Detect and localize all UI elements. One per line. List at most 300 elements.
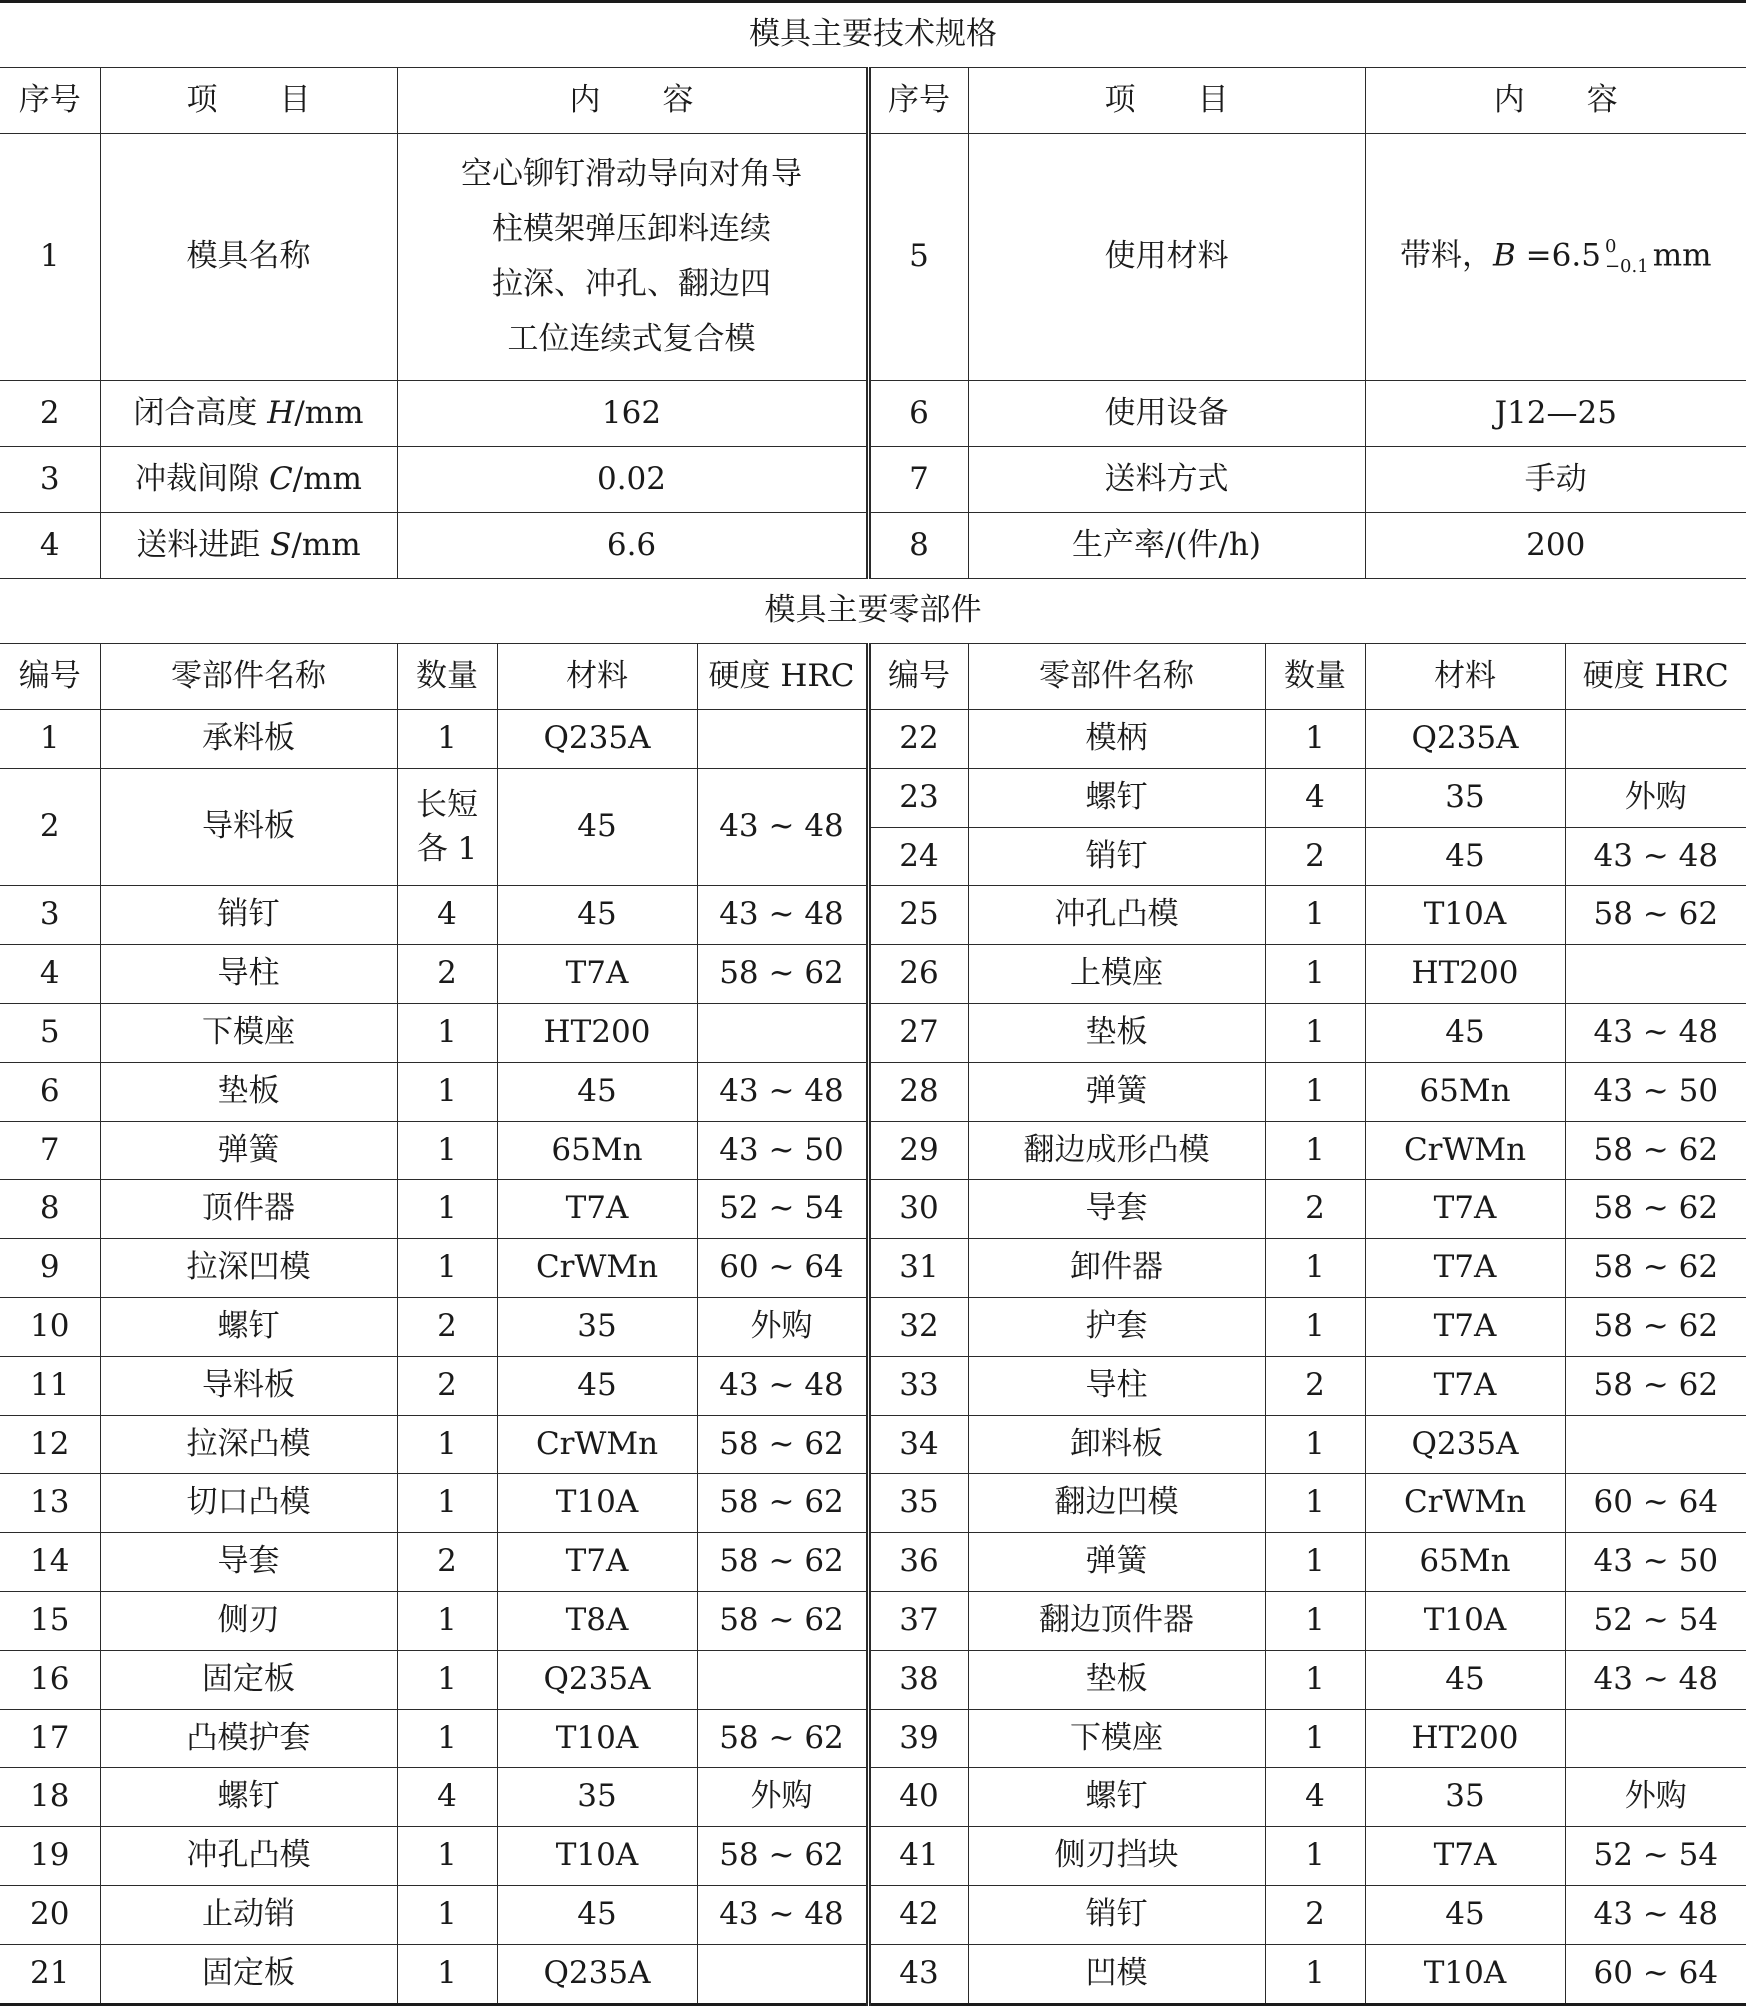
part-material-2: 45 bbox=[1365, 827, 1565, 886]
part-no: 20 bbox=[0, 1885, 100, 1944]
part-name-2: 销钉 bbox=[968, 827, 1265, 886]
part-material-2: T10A bbox=[1365, 886, 1565, 945]
part-name-2: 下模座 bbox=[968, 1709, 1265, 1768]
parts-header-row bbox=[0, 644, 1746, 710]
spec-content bbox=[397, 134, 868, 381]
part-qty-2: 1 bbox=[1265, 1121, 1365, 1180]
part-hardness: 43 ~ 48 bbox=[697, 1062, 868, 1121]
part-no: 10 bbox=[0, 1297, 100, 1356]
parts-header-hrc: 硬度 HRC bbox=[697, 644, 868, 710]
spec-row bbox=[0, 381, 1746, 447]
part-hardness-2: 58 ~ 62 bbox=[1565, 1180, 1746, 1239]
part-qty-2: 2 bbox=[1265, 1356, 1365, 1415]
part-hardness: 43 ~ 48 bbox=[697, 1356, 868, 1415]
part-qty-2: 1 bbox=[1265, 1827, 1365, 1886]
part-qty-2: 1 bbox=[1265, 1650, 1365, 1709]
part-qty: 2 bbox=[397, 1356, 497, 1415]
part-qty-2: 1 bbox=[1265, 1533, 1365, 1592]
part-no-2: 43 bbox=[868, 1944, 968, 2004]
part-no: 17 bbox=[0, 1709, 100, 1768]
spec-content-2: 200 bbox=[1365, 513, 1746, 579]
part-material: T10A bbox=[497, 1827, 697, 1886]
part-qty: 1 bbox=[397, 1062, 497, 1121]
part-hardness-2: 43 ~ 48 bbox=[1565, 827, 1746, 886]
part-qty-2: 1 bbox=[1265, 1003, 1365, 1062]
part-material-2: Q235A bbox=[1365, 1415, 1565, 1474]
spec-header-content: 内 容 bbox=[397, 68, 868, 134]
part-no: 21 bbox=[0, 1944, 100, 2004]
part-hardness-2: 外购 bbox=[1565, 1768, 1746, 1827]
part-qty-2: 1 bbox=[1265, 945, 1365, 1004]
part-material-2: 45 bbox=[1365, 1003, 1565, 1062]
spec-header-no: 序号 bbox=[0, 68, 100, 134]
part-hardness: 58 ~ 62 bbox=[697, 1827, 868, 1886]
spec-no: 1 bbox=[0, 134, 100, 381]
part-qty: 1 bbox=[397, 1474, 497, 1533]
part-hardness-2: 52 ~ 54 bbox=[1565, 1827, 1746, 1886]
part-name: 销钉 bbox=[100, 886, 397, 945]
part-qty-2: 1 bbox=[1265, 1944, 1365, 2004]
part-qty: 1 bbox=[397, 1944, 497, 2004]
part-qty-2: 2 bbox=[1265, 1180, 1365, 1239]
tolerance-lower: −0.1 bbox=[1604, 256, 1649, 277]
spec-no: 2 bbox=[0, 381, 100, 447]
part-hardness: 58 ~ 62 bbox=[697, 1591, 868, 1650]
spec-item-prefix: 冲裁间隙 bbox=[135, 460, 269, 497]
part-hardness-2 bbox=[1565, 710, 1746, 769]
part-qty: 4 bbox=[397, 1768, 497, 1827]
part-no-2: 40 bbox=[868, 1768, 968, 1827]
material-unit: mm bbox=[1652, 237, 1712, 274]
part-qty-2: 1 bbox=[1265, 886, 1365, 945]
part-no-2: 31 bbox=[868, 1239, 968, 1298]
part-hardness: 60 ~ 64 bbox=[697, 1239, 868, 1298]
part-no-2: 33 bbox=[868, 1356, 968, 1415]
table-row bbox=[0, 1591, 1746, 1650]
part-hardness-2: 52 ~ 54 bbox=[1565, 1591, 1746, 1650]
part-material-2: 45 bbox=[1365, 1650, 1565, 1709]
part-name-2: 垫板 bbox=[968, 1003, 1265, 1062]
part-name-2: 翻边成形凸模 bbox=[968, 1121, 1265, 1180]
table-row bbox=[0, 1944, 1746, 2004]
part-qty-2: 1 bbox=[1265, 1239, 1365, 1298]
part-name: 凸模护套 bbox=[100, 1709, 397, 1768]
part-qty: 1 bbox=[397, 1121, 497, 1180]
part-no-2: 24 bbox=[868, 827, 968, 886]
spec-content-line: 工位连续式复合模 bbox=[507, 321, 756, 357]
spec-item-2: 使用材料 bbox=[968, 134, 1365, 381]
table-row bbox=[0, 1885, 1746, 1944]
part-no: 8 bbox=[0, 1180, 100, 1239]
part-hardness-2: 58 ~ 62 bbox=[1565, 886, 1746, 945]
part-no-2: 37 bbox=[868, 1591, 968, 1650]
part-name-2: 卸料板 bbox=[968, 1415, 1265, 1474]
part-no: 15 bbox=[0, 1591, 100, 1650]
part-qty-2: 4 bbox=[1265, 768, 1365, 827]
part-material: T7A bbox=[497, 945, 697, 1004]
part-no-2: 32 bbox=[868, 1297, 968, 1356]
spec-content-line: 拉深、冲孔、翻边四 bbox=[492, 266, 771, 302]
part-no-2: 27 bbox=[868, 1003, 968, 1062]
table-row bbox=[0, 1180, 1746, 1239]
part-hardness: 43 ~ 48 bbox=[697, 886, 868, 945]
table-row bbox=[0, 1533, 1746, 1592]
part-material: 45 bbox=[497, 1356, 697, 1415]
part-material: HT200 bbox=[497, 1003, 697, 1062]
part-material-2: 65Mn bbox=[1365, 1062, 1565, 1121]
part-name-2: 上模座 bbox=[968, 945, 1265, 1004]
part-no-2: 36 bbox=[868, 1533, 968, 1592]
part-material-2: HT200 bbox=[1365, 945, 1565, 1004]
part-material-2: T10A bbox=[1365, 1944, 1565, 2004]
part-qty-line: 各 1 bbox=[416, 831, 478, 868]
part-material-2: CrWMn bbox=[1365, 1121, 1565, 1180]
part-material: CrWMn bbox=[497, 1239, 697, 1298]
spec-item-unit: /mm bbox=[291, 526, 361, 563]
part-qty-2: 1 bbox=[1265, 1474, 1365, 1533]
part-name: 拉深凸模 bbox=[100, 1415, 397, 1474]
part-no: 16 bbox=[0, 1650, 100, 1709]
part-name: 螺钉 bbox=[100, 1297, 397, 1356]
part-qty-2: 1 bbox=[1265, 1415, 1365, 1474]
part-no: 13 bbox=[0, 1474, 100, 1533]
part-hardness-2: 43 ~ 50 bbox=[1565, 1533, 1746, 1592]
table-row bbox=[0, 1356, 1746, 1415]
part-no-2: 38 bbox=[868, 1650, 968, 1709]
part-material: Q235A bbox=[497, 1944, 697, 2004]
spec-no: 4 bbox=[0, 513, 100, 579]
parts-header-qty-2: 数量 bbox=[1265, 644, 1365, 710]
part-material-2: 65Mn bbox=[1365, 1533, 1565, 1592]
part-hardness: 58 ~ 62 bbox=[697, 1533, 868, 1592]
part-qty: 1 bbox=[397, 1885, 497, 1944]
spec-content-line: 柱模架弹压卸料连续 bbox=[492, 211, 771, 247]
part-no-2: 29 bbox=[868, 1121, 968, 1180]
table-row bbox=[0, 945, 1746, 1004]
part-no: 14 bbox=[0, 1533, 100, 1592]
spec-content-line: 空心铆钉滑动导向对角导 bbox=[461, 156, 802, 192]
spec-content: 6.6 bbox=[397, 513, 868, 579]
part-qty-line: 长短 bbox=[416, 787, 478, 824]
spec-content-2: J12—25 bbox=[1365, 381, 1746, 447]
part-hardness: 58 ~ 62 bbox=[697, 1474, 868, 1533]
part-qty bbox=[397, 768, 497, 886]
parts-header-name-2: 零部件名称 bbox=[968, 644, 1265, 710]
part-no: 18 bbox=[0, 1768, 100, 1827]
part-no-2: 39 bbox=[868, 1709, 968, 1768]
part-name: 下模座 bbox=[100, 1003, 397, 1062]
part-material-2: CrWMn bbox=[1365, 1474, 1565, 1533]
part-name: 冲孔凸模 bbox=[100, 1827, 397, 1886]
part-qty-2: 2 bbox=[1265, 1885, 1365, 1944]
part-name: 导料板 bbox=[100, 1356, 397, 1415]
parts-header-mat-2: 材料 bbox=[1365, 644, 1565, 710]
tolerance bbox=[1605, 237, 1649, 277]
part-name-2: 模柄 bbox=[968, 710, 1265, 769]
part-material: 35 bbox=[497, 1768, 697, 1827]
part-name-2: 翻边凹模 bbox=[968, 1474, 1265, 1533]
part-material-2: 35 bbox=[1365, 768, 1565, 827]
part-hardness-2: 43 ~ 48 bbox=[1565, 1650, 1746, 1709]
part-no: 12 bbox=[0, 1415, 100, 1474]
part-name: 侧刃 bbox=[100, 1591, 397, 1650]
part-no-2: 34 bbox=[868, 1415, 968, 1474]
part-no-2: 22 bbox=[868, 710, 968, 769]
part-qty: 1 bbox=[397, 1180, 497, 1239]
part-no: 1 bbox=[0, 710, 100, 769]
part-material: T8A bbox=[497, 1591, 697, 1650]
table-row bbox=[0, 1062, 1746, 1121]
spec-item-prefix: 闭合高度 bbox=[133, 394, 268, 431]
table-row bbox=[0, 710, 1746, 769]
spec-header-row bbox=[0, 68, 1746, 134]
part-no: 6 bbox=[0, 1062, 100, 1121]
part-name-2: 弹簧 bbox=[968, 1062, 1265, 1121]
part-material: T10A bbox=[497, 1474, 697, 1533]
part-name: 切口凸模 bbox=[100, 1474, 397, 1533]
material-var: B bbox=[1493, 237, 1516, 274]
part-material: T10A bbox=[497, 1709, 697, 1768]
part-material: Q235A bbox=[497, 1650, 697, 1709]
spec-item-var: S bbox=[270, 526, 292, 563]
spec-header-content-2: 内 容 bbox=[1365, 68, 1746, 134]
part-name: 固定板 bbox=[100, 1944, 397, 2004]
part-qty: 2 bbox=[397, 945, 497, 1004]
part-no: 19 bbox=[0, 1827, 100, 1886]
part-qty: 1 bbox=[397, 1239, 497, 1298]
parts-header-qty: 数量 bbox=[397, 644, 497, 710]
part-name: 拉深凹模 bbox=[100, 1239, 397, 1298]
part-qty-2: 1 bbox=[1265, 1297, 1365, 1356]
table-row bbox=[0, 1474, 1746, 1533]
part-qty: 1 bbox=[397, 1650, 497, 1709]
part-no-2: 23 bbox=[868, 768, 968, 827]
part-no: 3 bbox=[0, 886, 100, 945]
part-hardness-2 bbox=[1565, 1709, 1746, 1768]
table-row bbox=[0, 1297, 1746, 1356]
part-material: T7A bbox=[497, 1533, 697, 1592]
part-name: 导料板 bbox=[100, 768, 397, 886]
spec-content: 0.02 bbox=[397, 447, 868, 513]
part-hardness-2: 60 ~ 64 bbox=[1565, 1474, 1746, 1533]
part-hardness-2: 58 ~ 62 bbox=[1565, 1356, 1746, 1415]
part-hardness: 58 ~ 62 bbox=[697, 945, 868, 1004]
table-row bbox=[0, 768, 1746, 827]
part-material-2: T7A bbox=[1365, 1297, 1565, 1356]
material-eq: =6.5 bbox=[1515, 237, 1601, 274]
parts-header-name: 零部件名称 bbox=[100, 644, 397, 710]
part-name-2: 弹簧 bbox=[968, 1533, 1265, 1592]
part-name-2: 螺钉 bbox=[968, 1768, 1265, 1827]
part-hardness bbox=[697, 1650, 868, 1709]
part-name-2: 凹模 bbox=[968, 1944, 1265, 2004]
spec-header-no-2: 序号 bbox=[868, 68, 968, 134]
spec-content-2: 手动 bbox=[1365, 447, 1746, 513]
part-name: 止动销 bbox=[100, 1885, 397, 1944]
parts-header-no-2: 编号 bbox=[868, 644, 968, 710]
part-name-2: 螺钉 bbox=[968, 768, 1265, 827]
spec-item-unit: /mm bbox=[292, 460, 362, 497]
part-hardness-2: 43 ~ 50 bbox=[1565, 1062, 1746, 1121]
part-name-2: 翻边顶件器 bbox=[968, 1591, 1265, 1650]
part-name: 垫板 bbox=[100, 1062, 397, 1121]
part-name-2: 销钉 bbox=[968, 1885, 1265, 1944]
part-qty-2: 1 bbox=[1265, 1591, 1365, 1650]
table-row bbox=[0, 886, 1746, 945]
part-hardness: 58 ~ 62 bbox=[697, 1415, 868, 1474]
part-material-2: T7A bbox=[1365, 1239, 1565, 1298]
part-name: 顶件器 bbox=[100, 1180, 397, 1239]
part-material: T7A bbox=[497, 1180, 697, 1239]
part-name: 螺钉 bbox=[100, 1768, 397, 1827]
part-no-2: 30 bbox=[868, 1180, 968, 1239]
spec-header-item: 项 目 bbox=[100, 68, 397, 134]
spec-item-prefix: 送料进距 bbox=[136, 526, 271, 563]
part-qty: 1 bbox=[397, 1415, 497, 1474]
part-hardness-2: 58 ~ 62 bbox=[1565, 1297, 1746, 1356]
part-no-2: 28 bbox=[868, 1062, 968, 1121]
part-hardness-2 bbox=[1565, 945, 1746, 1004]
part-name-2: 护套 bbox=[968, 1297, 1265, 1356]
part-name-2: 冲孔凸模 bbox=[968, 886, 1265, 945]
part-material: 45 bbox=[497, 768, 697, 886]
part-no: 11 bbox=[0, 1356, 100, 1415]
part-qty: 1 bbox=[397, 1003, 497, 1062]
spec-item-unit: /mm bbox=[294, 394, 364, 431]
spec-item-var: C bbox=[268, 460, 293, 497]
part-name: 弹簧 bbox=[100, 1121, 397, 1180]
part-no-2: 42 bbox=[868, 1885, 968, 1944]
part-qty-2: 1 bbox=[1265, 1062, 1365, 1121]
part-material: 35 bbox=[497, 1297, 697, 1356]
part-hardness-2: 60 ~ 64 bbox=[1565, 1944, 1746, 2004]
part-name-2: 导套 bbox=[968, 1180, 1265, 1239]
part-hardness: 58 ~ 62 bbox=[697, 1709, 868, 1768]
table-row bbox=[0, 1239, 1746, 1298]
spec-item-2: 生产率/(件/h) bbox=[968, 513, 1365, 579]
spec-item bbox=[100, 381, 397, 447]
part-material: 45 bbox=[497, 886, 697, 945]
spec-no-2: 6 bbox=[868, 381, 968, 447]
material-prefix: 带料， bbox=[1400, 237, 1494, 274]
spec-header-item-2: 项 目 bbox=[968, 68, 1365, 134]
part-name: 承料板 bbox=[100, 710, 397, 769]
parts-header-hrc-2: 硬度 HRC bbox=[1565, 644, 1746, 710]
part-hardness-2: 58 ~ 62 bbox=[1565, 1239, 1746, 1298]
part-hardness bbox=[697, 1003, 868, 1062]
table-row bbox=[0, 1415, 1746, 1474]
part-qty: 2 bbox=[397, 1533, 497, 1592]
part-material-2: T7A bbox=[1365, 1356, 1565, 1415]
part-material: 65Mn bbox=[497, 1121, 697, 1180]
part-material-2: T7A bbox=[1365, 1827, 1565, 1886]
spec-content-2 bbox=[1365, 134, 1746, 381]
part-qty-2: 1 bbox=[1265, 1709, 1365, 1768]
part-no: 7 bbox=[0, 1121, 100, 1180]
part-material-2: T10A bbox=[1365, 1591, 1565, 1650]
part-qty: 1 bbox=[397, 1591, 497, 1650]
part-hardness-2: 58 ~ 62 bbox=[1565, 1121, 1746, 1180]
table-row bbox=[0, 1768, 1746, 1827]
part-qty-2: 2 bbox=[1265, 827, 1365, 886]
part-name: 导柱 bbox=[100, 945, 397, 1004]
part-no: 5 bbox=[0, 1003, 100, 1062]
part-no: 4 bbox=[0, 945, 100, 1004]
part-no-2: 25 bbox=[868, 886, 968, 945]
part-qty: 1 bbox=[397, 710, 497, 769]
parts-title: 模具主要零部件 bbox=[0, 579, 1746, 644]
part-no-2: 26 bbox=[868, 945, 968, 1004]
part-material-2: 35 bbox=[1365, 1768, 1565, 1827]
part-hardness: 43 ~ 48 bbox=[697, 768, 868, 886]
table-row bbox=[0, 1650, 1746, 1709]
part-name-2: 垫板 bbox=[968, 1650, 1265, 1709]
spec-title: 模具主要技术规格 bbox=[0, 2, 1746, 68]
spec-item-2: 送料方式 bbox=[968, 447, 1365, 513]
spec-item-2: 使用设备 bbox=[968, 381, 1365, 447]
part-no-2: 35 bbox=[868, 1474, 968, 1533]
part-hardness-2 bbox=[1565, 1415, 1746, 1474]
part-qty: 2 bbox=[397, 1297, 497, 1356]
spec-no-2: 5 bbox=[868, 134, 968, 381]
part-name-2: 侧刃挡块 bbox=[968, 1827, 1265, 1886]
part-material: Q235A bbox=[497, 710, 697, 769]
table-row bbox=[0, 1827, 1746, 1886]
part-material: 45 bbox=[497, 1062, 697, 1121]
part-hardness bbox=[697, 710, 868, 769]
spec-item bbox=[100, 513, 397, 579]
spec-content: 162 bbox=[397, 381, 868, 447]
part-qty-2: 4 bbox=[1265, 1768, 1365, 1827]
table-row bbox=[0, 1121, 1746, 1180]
part-name: 导套 bbox=[100, 1533, 397, 1592]
part-qty: 1 bbox=[397, 1709, 497, 1768]
parts-header-no: 编号 bbox=[0, 644, 100, 710]
part-hardness bbox=[697, 1944, 868, 2004]
spec-row bbox=[0, 134, 1746, 381]
spec-no-2: 7 bbox=[868, 447, 968, 513]
part-qty: 4 bbox=[397, 886, 497, 945]
spec-row bbox=[0, 513, 1746, 579]
spec-row bbox=[0, 447, 1746, 513]
part-hardness-2: 43 ~ 48 bbox=[1565, 1885, 1746, 1944]
spec-no: 3 bbox=[0, 447, 100, 513]
part-name: 固定板 bbox=[100, 1650, 397, 1709]
part-no-2: 41 bbox=[868, 1827, 968, 1886]
part-hardness: 外购 bbox=[697, 1768, 868, 1827]
part-material: 45 bbox=[497, 1885, 697, 1944]
part-no: 9 bbox=[0, 1239, 100, 1298]
part-material-2: 45 bbox=[1365, 1885, 1565, 1944]
part-no: 2 bbox=[0, 768, 100, 886]
part-material-2: T7A bbox=[1365, 1180, 1565, 1239]
part-hardness: 43 ~ 48 bbox=[697, 1885, 868, 1944]
part-name-2: 导柱 bbox=[968, 1356, 1265, 1415]
part-hardness: 43 ~ 50 bbox=[697, 1121, 868, 1180]
parts-header-mat: 材料 bbox=[497, 644, 697, 710]
spec-item-var: H bbox=[267, 394, 295, 431]
spec-item bbox=[100, 447, 397, 513]
spec-item: 模具名称 bbox=[100, 134, 397, 381]
tolerance-upper: 0 bbox=[1604, 236, 1617, 257]
part-name-2: 卸件器 bbox=[968, 1239, 1265, 1298]
part-hardness-2: 外购 bbox=[1565, 768, 1746, 827]
part-material: CrWMn bbox=[497, 1415, 697, 1474]
part-qty-2: 1 bbox=[1265, 710, 1365, 769]
part-hardness-2: 43 ~ 48 bbox=[1565, 1003, 1746, 1062]
table-row bbox=[0, 1709, 1746, 1768]
table-row bbox=[0, 1003, 1746, 1062]
